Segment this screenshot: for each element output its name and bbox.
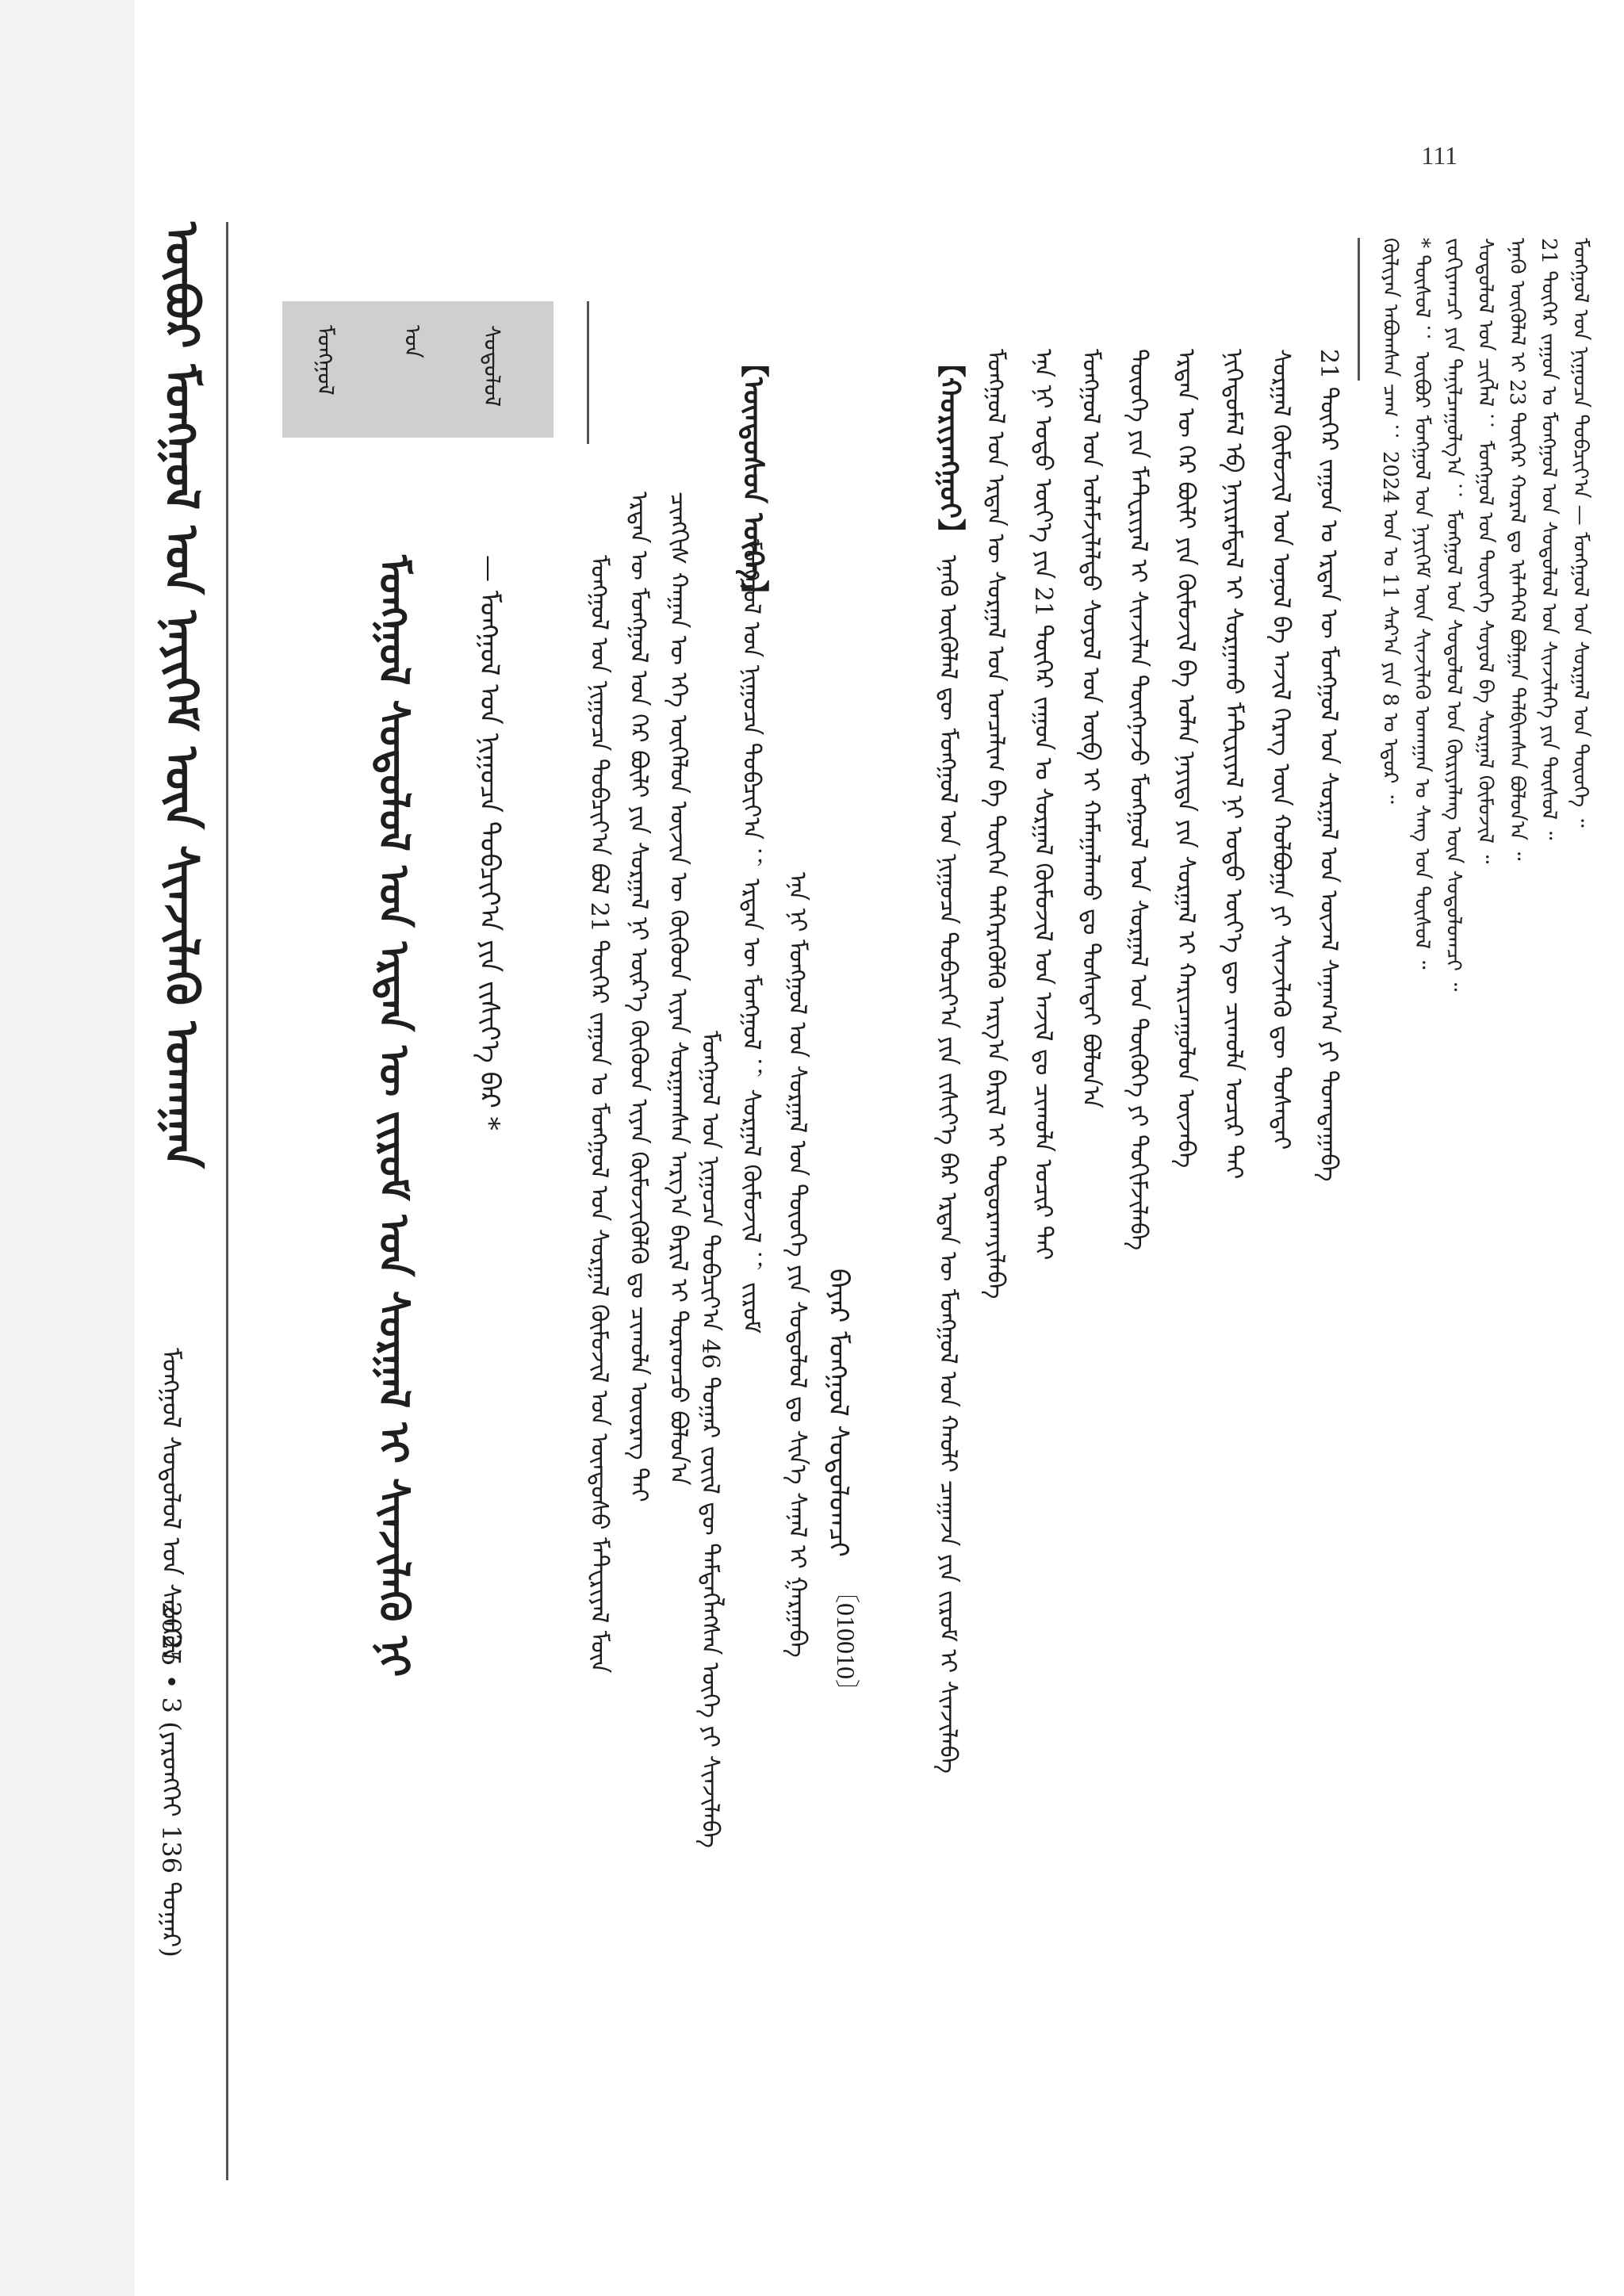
header-rule [226,222,228,2180]
article-title-line-1: ᠮᠣᠩᠭ᠋ᠣᠯ ᠰᠤᠳᠤᠯᠤᠯ ᠤᠨ ᠡᠷᠲᠡᠨ ᠦ ᠵᠢᠷᠤᠮ ᠤᠨ ᠰᠤᠷᠭᠠᠯ ᠢ ᠰᠢᠨᠵᠢᠯᠡᠬᠦ ᠨᠢ [370,555,418,1678]
footnote-rule [1358,238,1360,381]
abstract-heading: 【ᠬᠤᠷᠢᠶᠠᠩᠭᠤᠢ】 [933,349,967,547]
journal-name: ᠥᠪᠥᠷ ᠮᠣᠩᠭ᠋ᠣᠯ ᠤᠨ ᠨᠡᠶᠢᠭᠡᠮ ᠦᠨ ᠰᠢᠨᠵᠢᠯᠡᠬᠦ ᠤᠬᠠᠭᠠᠨ [155,222,209,1169]
journal-header-band [0,0,135,2296]
abstract-line: ᠮᠣᠩᠭ᠋ᠣᠯ ᠤᠨ ᠡᠷᠲᠡᠨ ᠦ ᠰᠤᠷᠭᠠᠯ ᠤᠨ ᠣᠨᠴᠠᠯᠢᠭ ᠪᠠ ᠲᠦᠭᠡᠨ ᠳᠡᠯᠭᠡᠷᠡᠭᠦᠯᠬᠦ ᠠᠷᠭ᠎ᠠ ᠪᠠᠷᠢᠯ ᠢ ᠲᠣᠳᠣᠷᠬᠠᠶᠢᠯᠠᠪᠠ [982,349,1009,1299]
abstract-line: ᠡᠷᠲᠡᠨ ᠦ ᠭᠡᠷ ᠪᠦᠯᠢ ᠶᠢᠨ ᠬᠦᠮᠦᠵᠢᠯ ᠪᠠ ᠣᠯᠠᠨ ᠨᠡᠶᠢᠲᠡ ᠶᠢᠨ ᠰᠤᠷᠭᠠᠯ ᠢ ᠬᠠᠷᠢᠴᠠᠭᠤᠯᠤᠨ ᠦᠵᠡᠪᠡ [1172,349,1200,1169]
article-title-line-2: — ᠮᠣᠩᠭ᠋ᠣᠯ ᠤᠨ ᠨᠢᠭᠤᠴᠠ ᠲᠣᠪᠴᠢᠶ᠎ᠠ ᠶᠢᠨ ᠵᠢᠱᠢᠶ᠎ᠡ ᠪᠡᠷ * [473,555,505,1131]
footnote-line: ᠬᠦᠯᠢᠶᠡᠨ ᠠᠪᠤᠭᠰᠠᠨ ᠴᠠᠭ ： 2024 ᠣᠨ ᠤ 11 ᠰᠠᠷ᠎ᠠ ᠶᠢᠨ 8 ᠤ ᠡᠳᠦᠷ ᠃ [1378,238,1402,804]
footnote-line: ᠰᠤᠳᠤᠯᠤᠯ ᠤᠨ ᠴᠢᠭᠯᠡᠯ ： ᠮᠣᠩᠭ᠋ᠣᠯ ᠤᠨ ᠲᠦᠦᠬᠡ ᠰᠣᠶᠣᠯ ᠪᠠ ᠰᠤᠷᠭᠠᠯ ᠬᠦᠮᠦᠵᠢᠯ ᠃ [1473,238,1497,864]
footnote-line: ᠮᠣᠩᠭ᠋ᠣᠯ ᠤᠨ ᠨᠢᠭᠤᠴᠠ ᠲᠣᠪᠴᠢᠶ᠎ᠠ — ᠮᠣᠩᠭ᠋ᠣᠯ ᠤᠨ ᠰᠤᠷᠭᠠᠯ ᠤᠨ ᠲᠦᠦᠬᠡ ᠃ [1568,238,1592,828]
body-line: ᠴᠢᠩᠭᠢᠰ ᠬᠠᠭᠠᠨ ᠦ ᠡᠬᠡ ᠥᠭᠡᠯᠦᠨ ᠦᠵᠢᠨ ᠦ ᠬᠦᠬᠦᠳ ᠢᠶᠡᠨ ᠰᠤᠷᠭᠠᠭᠰᠠᠨ ᠠᠷᠭ᠎ᠠ ᠪᠠᠷᠢᠯ ᠢ ᠳᠤᠷᠠᠳᠴᠤ ᠪᠣᠯᠤᠨ᠎ᠠ [665,492,692,1486]
journal-subtitle: ᠮᠣᠩᠭ᠋ᠣᠯ ᠰᠤᠳᠤᠯᠤᠯ ᠤᠨ ᠰᠡᠳᠭᠦᠯ [156,1348,186,1661]
category-word-2: ᠤᠨ [400,325,426,358]
abstract-line: ᠡᠨᠡᠬᠦ ᠥᠭᠦᠯᠡᠯ ᠳᠦ ᠮᠣᠩᠭ᠋ᠣᠯ ᠤᠨ ᠨᠢᠭᠤᠴᠠ ᠲᠣᠪᠴᠢᠶ᠎ᠠ ᠶᠢᠨ ᠵᠢᠱᠢᠶ᠎ᠡ ᠪᠡᠷ ᠡᠷᠲᠡᠨ ᠦ ᠮᠣᠩᠭ᠋ᠣᠯ ᠤᠨ ᠬᠠᠤᠯᠢ ᠴᠠᠭᠠᠵᠠ ᠶᠢᠨ ᠵᠢᠷᠤᠮ ᠢ ᠰᠢᠨᠵᠢᠯᠡᠪᠡ [934,555,962,1774]
body-line: ᠡᠷᠲᠡᠨ ᠦ ᠮᠣᠩᠭ᠋ᠣᠯ ᠤᠨ ᠭᠡᠷ ᠪᠦᠯᠢ ᠶᠢᠨ ᠰᠤᠷᠭᠠᠯ ᠨᠢ ᠦᠷ᠎ᠡ ᠬᠦᠬᠦᠳ ᠢᠶᠡᠨ ᠬᠦᠮᠦᠵᠢᠭᠦᠯᠬᠦ ᠳᠤ ᠴᠢᠬᠤᠯᠠ ᠦᠦᠷᠡᠭ ᠲᠠᠢ [625,492,653,1502]
footnote-line: ᠵᠣᠬᠢᠶᠠᠭᠴᠢ ᠶᠢᠨ ᠲᠠᠨᠢᠯᠴᠠᠭᠤᠯᠭ᠎ᠠ ： ᠮᠣᠩᠭ᠋ᠣᠯ ᠤᠨ ᠰᠤᠳᠤᠯᠤᠯ ᠤᠨ ᠬᠦᠷᠢᠶᠡᠯᠡᠩ ᠦᠨ ᠰᠤᠳᠤᠯᠤᠭᠴᠢ ᠃ [1442,238,1465,992]
body-line: ᠮᠣᠩᠭ᠋ᠣᠯ ᠤᠨ ᠨᠢᠭᠤᠴᠠ ᠲᠣᠪᠴᠢᠶ᠎ᠠ 46 ᠳᠤᠭᠠᠷ ᠵᠦᠢᠯ ᠳᠦ ᠲᠡᠮᠳᠡᠭᠯᠡᠭᠰᠡᠨ ᠦᠭᠡ ᠶᠢ ᠰᠢᠨᠵᠢᠯᠡᠪᠡ [696,1031,724,1848]
body-line: ᠡᠨᠡ ᠨᠢ ᠮᠣᠩᠭ᠋ᠣᠯ ᠤᠨ ᠰᠤᠷᠭᠠᠯ ᠤᠨ ᠲᠦᠦᠬᠡ ᠶᠢᠨ ᠰᠤᠳᠤᠯᠤᠯ ᠳᠤ ᠰᠢᠨ᠎ᠡ ᠰᠠᠨᠠᠯ ᠢ ᠭᠠᠷᠭᠠᠪᠠ [783,872,811,1658]
keywords-text: ᠮᠣᠩᠭ᠋ᠣᠯ ᠤᠨ ᠨᠢᠭᠤᠴᠠ ᠲᠣᠪᠴᠢᠶ᠎ᠠ ； ᠡᠷᠲᠡᠨ ᠦ ᠮᠣᠩᠭ᠋ᠣᠯ ； ᠰᠤᠷᠭᠠᠯ ᠬᠦᠮᠦᠵᠢᠯ ； ᠵᠢᠷᠤᠮ [737,539,765,1334]
body-line: 21 ᠳᠦᠭᠡᠷ ᠵᠠᠭᠤᠨ ᠤ ᠡᠷᠲᠡᠨ ᠦ ᠮᠣᠩᠭ᠋ᠣᠯ ᠤᠨ ᠰᠤᠷᠭᠠᠯ ᠤᠨ ᠦᠵᠡᠯ ᠰᠠᠨᠠᠭ᠎ᠠ ᠶᠢ ᠲᠣᠭᠲᠠᠭᠠᠪᠠ [1315,349,1342,1182]
page-number: 111 [1421,141,1457,170]
keywords-heading: 【ᠦᠨᠳᠦᠰᠦᠨ ᠦᠭᠡ】 [737,349,770,609]
issue-info: 2025 • 3 (ᠶᠡᠷᠦᠩᠬᠡᠢ 136 ᠳᠤᠭᠠᠷ) [156,1601,186,1957]
abstract-line: ᠡᠨᠡ ᠨᠢ ᠣᠳᠣ ᠦᠶ᠎ᠡ ᠶᠢᠨ 21 ᠳᠦᠭᠡᠷ ᠵᠠᠭᠤᠨ ᠤ ᠰᠤᠷᠭᠠᠯ ᠬᠦᠮᠦᠵᠢᠯ ᠤᠨ ᠠᠵᠢᠯ ᠳᠤ ᠴᠢᠬᠤᠯᠠ ᠤᠴᠢᠷ ᠲᠠᠢ [1029,349,1057,1261]
abstract-line: ᠲᠦᠦᠬᠡ ᠶᠢᠨ ᠮᠠᠲ᠋ᠧᠷᠢᠶᠠᠯ ᠢ ᠰᠢᠨᠵᠢᠯᠡᠨ ᠳᠦᠩᠨᠡᠵᠦ ᠮᠣᠩᠭ᠋ᠣᠯ ᠤᠨ ᠰᠤᠷᠭᠠᠯ ᠤᠨ ᠲᠦᠭᠦᠬᠡ ᠶᠢ ᠲᠣᠭᠢᠮᠵᠢᠯᠠᠪᠠ [1124,349,1152,1251]
body-line: ᠰᠤᠷᠭᠠᠯ ᠬᠦᠮᠦᠵᠢᠯ ᠤᠨ ᠣᠨᠣᠯ ᠪᠠ ᠠᠵᠢᠯ ᠬᠡᠷᠡᠭ ᠦᠨ ᠬᠣᠯᠪᠣᠭᠠ ᠶᠢ ᠰᠢᠨᠵᠢᠯᠡᠬᠦ ᠳᠦ ᠲᠤᠰᠠᠲᠠᠢ [1267,349,1295,1150]
body-line: ᠨᠢᠭᠡᠳᠦᠮᠡᠯ ᠡᠪ ᠨᠠᠶᠢᠷᠠᠮᠳᠠᠯ ᠢ ᠰᠤᠷᠭᠠᠬᠤ ᠮᠠᠲ᠋ᠧᠷᠢᠶᠠᠯ ᠨᠢ ᠣᠳᠣ ᠦᠶ᠎ᠡ ᠳᠦ ᠴᠢᠬᠤᠯᠠ ᠤᠴᠢᠷ ᠲᠠᠢ [1220,349,1247,1180]
body-line: ᠮᠣᠩᠭ᠋ᠣᠯ ᠤᠨ ᠨᠢᠭᠤᠴᠠ ᠲᠣᠪᠴᠢᠶ᠎ᠠ ᠪᠣᠯ 21 ᠳᠦᠭᠡᠷ ᠵᠠᠭᠤᠨ ᠤ ᠮᠣᠩᠭ᠋ᠣᠯ ᠤᠨ ᠰᠤᠷᠭᠠᠯ ᠬᠦᠮᠦᠵᠢᠯ ᠤᠨ ᠦᠨᠳᠦᠰᠦ ᠮᠠᠲ᠋ᠧᠷᠢᠶᠠᠯ ᠮᠥᠨ [585,555,613,1674]
category-word-1: ᠮᠣᠩᠭ᠋ᠣᠯ [312,325,339,396]
author-name: ᠪᠠᠶᠠᠷ ᠮᠣᠩᠭ᠋ᠣᠯ ᠰᠤᠳᠤᠯᠤᠭᠴᠢ [822,1269,854,1557]
footnote-line: ᠡᠨᠡᠬᠦ ᠥᠭᠦᠯᠡᠯ ᠢ 23 ᠳᠦᠭᠡᠷ ᠬᠤᠷᠠᠯ ᠳᠤ ᠢᠯᠡᠲᠭᠡᠯ ᠪᠣᠯᠭᠠᠨ ᠲᠠᠯᠪᠢᠭᠰᠠᠨ ᠪᠣᠯᠤᠨ᠎ᠠ ᠃ [1505,238,1529,861]
footnote-line: 21 ᠳᠦᠭᠡᠷ ᠵᠠᠭᠤᠨ ᠤ ᠮᠣᠩᠭ᠋ᠣᠯ ᠤᠨ ᠰᠤᠳᠤᠯᠤᠯ ᠤᠨ ᠰᠢᠨᠵᠢᠯᠡᠭᠡ ᠶᠢᠨ ᠲᠥᠰᠦᠯ ᠃ [1537,238,1561,840]
author-postal-code: 〔010010〕 [832,1578,860,1705]
category-box [282,301,553,438]
category-rule [587,301,589,444]
category-word-3: ᠰᠤᠳᠤᠯᠤᠯ [479,325,505,408]
footnote-line: * ᠲᠥᠰᠦᠯ ： ᠥᠪᠥᠷ ᠮᠣᠩᠭ᠋ᠣᠯ ᠤᠨ ᠨᠡᠶᠢᠭᠡᠮ ᠦᠨ ᠰᠢᠨᠵᠢᠯᠡᠬᠦ ᠤᠬᠠᠭᠠᠨ ᠤ ᠰᠠᠩ ᠤᠨ ᠲᠥᠰᠦᠯ ᠃ [1410,238,1434,970]
abstract-line: ᠮᠣᠩᠭ᠋ᠣᠯ ᠤᠨ ᠤᠯᠠᠮᠵᠢᠯᠠᠯᠲᠤ ᠰᠣᠶᠣᠯ ᠤᠨ ᠥᠪ ᠢ ᠬᠠᠮᠠᠭᠠᠯᠠᠬᠤ ᠳᠤ ᠲᠤᠰᠠᠲᠠᠢ ᠪᠣᠯᠤᠨ᠎ᠠ [1077,349,1105,1108]
